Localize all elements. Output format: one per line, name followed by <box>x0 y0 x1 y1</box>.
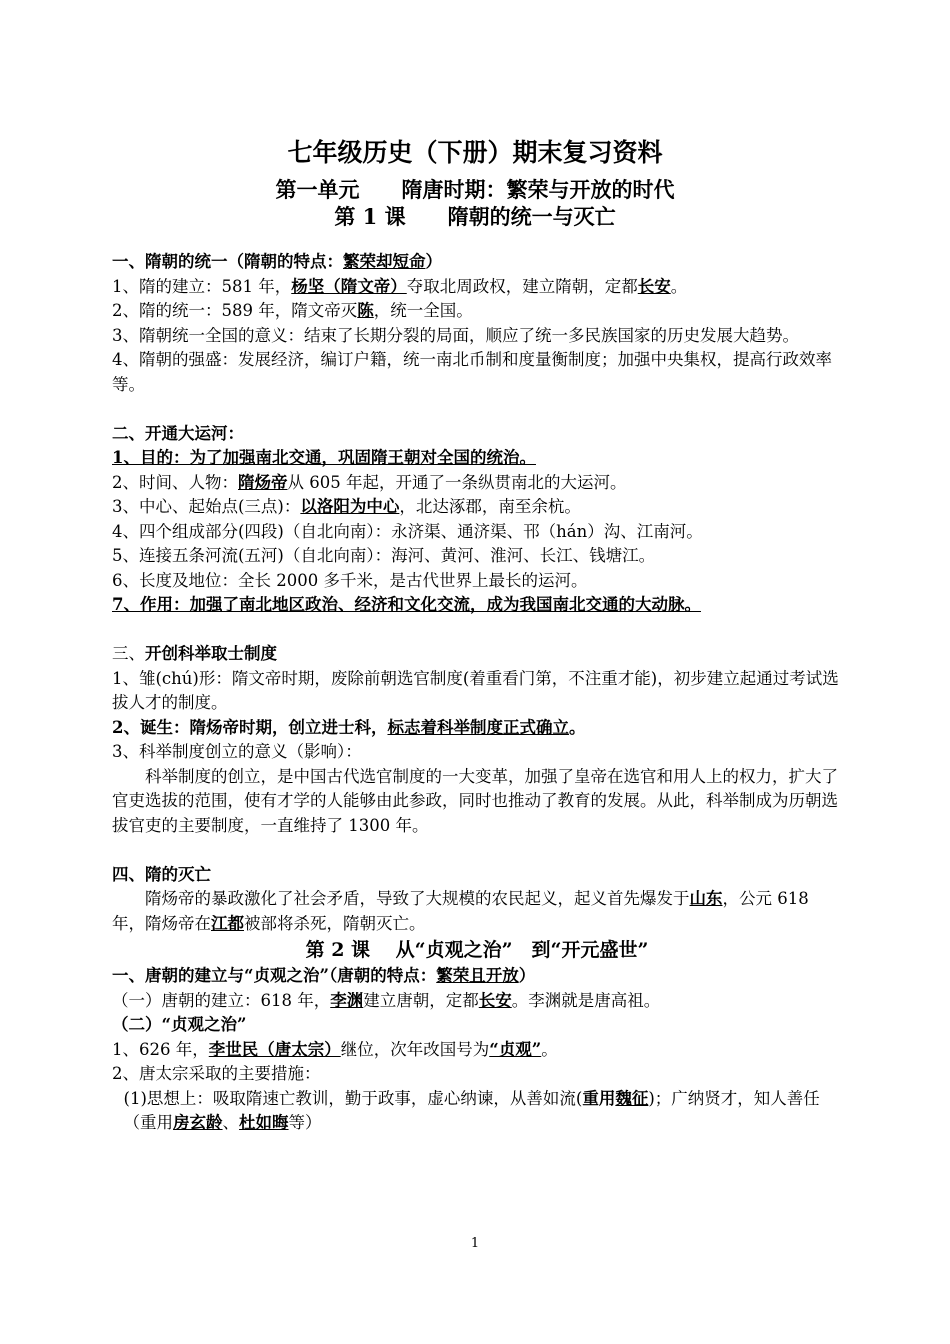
section2-line2: 2、时间、人物：隋炀帝从 605 年起，开通了一条纵贯南北的大运河。 <box>112 472 627 492</box>
lesson1-title: 第 1 课 隋朝的统一与灭亡 <box>334 204 616 229</box>
section2-line4: 4、四个组成部分(四段)（自北向南）：永济渠、通济渠、邗（hán）沟、江南河。 <box>112 521 703 541</box>
lesson2-title: 第 2 课 从“贞观之治” 到“开元盛世” <box>305 939 649 961</box>
section1-line1: 1、隋的建立：581 年，杨坚（隋文帝）夺取北周政权，建立隋朝，定都长安。 <box>112 276 688 296</box>
section5-heading: 一、唐朝的建立与“贞观之治”（唐朝的特点：繁荣且开放） <box>112 966 536 985</box>
section4-heading: 四、隋的灭亡 <box>112 864 211 884</box>
page-number: 1 <box>470 1236 480 1251</box>
section2-line5: 5、连接五条河流(五河)（自北向南）：海河、黄河、淮河、长江、钱塘江。 <box>112 546 656 565</box>
section2-line7: 7、作用：加强了南北地区政治、经济和文化交流，成为我国南北交通的大动脉。 <box>112 595 701 614</box>
section5-line1: （一）唐朝的建立：618 年，李渊建立唐朝，定都长安。李渊就是唐高祖。 <box>112 990 661 1010</box>
section5-line3: 1、626 年，李世民（唐太宗）继位，次年改国号为“贞观”。 <box>112 1039 558 1059</box>
section3-paragraph: 科举制度的创立，是中国古代选官制度的一大变革，加强了皇帝在选官和用人上的权力，扩大了官吏选拔的范围，使有才学的人能够由此参政，同时也推动了教育的发展。从此，科举制成为历朝选拔官吏的主要制度，一直维持了 1300 年。 <box>112 766 838 835</box>
section1-line4: 4、隋朝的强盛：发展经济，编订户籍，统一南北币制和度量衡制度；加强中央集权，提高行政效率等。 <box>112 350 832 394</box>
section2-line1: 1、目的：为了加强南北交通，巩固隋王朝对全国的统治。 <box>112 448 536 467</box>
section2-line6: 6、长度及地位：全长 2000 多千米，是古代世界上最长的运河。 <box>112 570 588 590</box>
section2-heading: 二、开通大运河： <box>112 423 244 443</box>
section1-line2: 2、隋的统一：589 年，隋文帝灭陈，统一全国。 <box>112 301 473 320</box>
section1-heading: 一、隋朝的统一（隋朝的特点：繁荣却短命） <box>112 252 442 271</box>
section1-line3: 3、隋朝统一全国的意义：结束了长期分裂的局面，顺应了统一多民族国家的历史发展大趋势。 <box>112 325 799 345</box>
page-title: 七年级历史（下册）期末复习资料 <box>287 138 663 167</box>
section3-heading: 三、开创科举取士制度 <box>112 644 277 663</box>
document-body <box>112 250 842 1136</box>
section5-line5: (1)思想上：吸取隋速亡教训，勤于政事，虚心纳谏，从善如流(重用魏征)；广纳贤才，知人善任（重用房玄龄、杜如晦等） <box>123 1088 820 1132</box>
section4-paragraph: 隋炀帝的暴政激化了社会矛盾，导致了大规模的农民起义，起义首先爆发于山东，公元 618 年，隋炀帝在江都被部将杀死，隋朝灭亡。 <box>112 889 809 933</box>
section5-subheading: （二）“贞观之治” <box>112 1015 247 1034</box>
section2-line3: 3、中心、起始点(三点)：以洛阳为中心，北达涿郡，南至余杭。 <box>112 497 581 516</box>
section5-line4: 2、唐太宗采取的主要措施： <box>112 1064 321 1083</box>
section3-line3: 3、科举制度创立的意义（影响）： <box>112 742 362 761</box>
unit-title: 第一单元 隋唐时期：繁荣与开放的时代 <box>275 177 675 202</box>
section3-line2: 2、诞生：隋炀帝时期，创立进士科，标志着科举制度正式确立。 <box>112 717 586 737</box>
section3-line1: 1、雏(chú)形：隋文帝时期，废除前朝选官制度(着重看门第，不注重才能)，初步建立起通过考试选拔人才的制度。 <box>112 668 839 712</box>
